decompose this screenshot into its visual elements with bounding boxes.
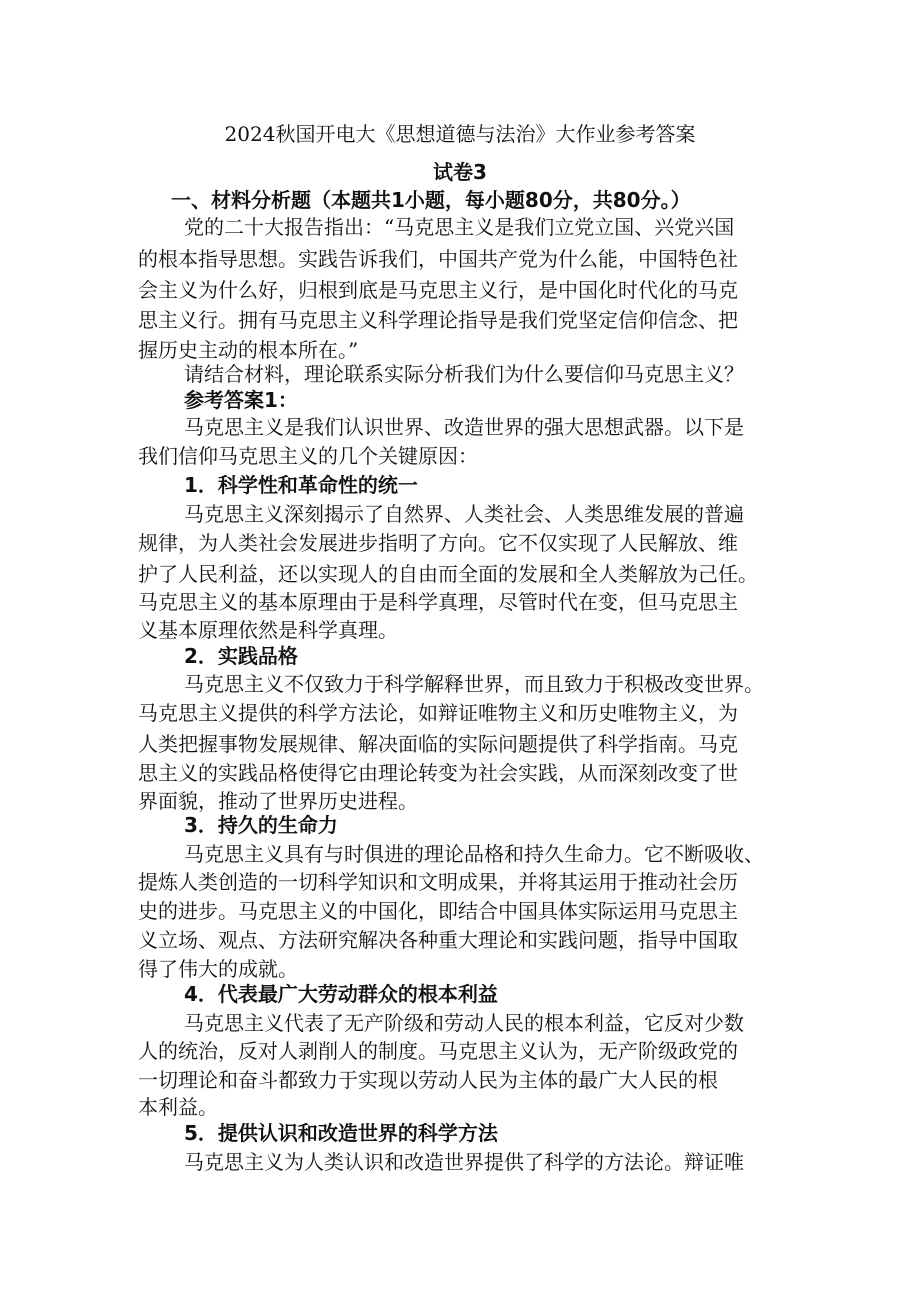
point-line: 义立场、观点、方法研究解决各种重大理论和实践问题，指导中国取 xyxy=(138,928,738,952)
document-title: 2024秋国开电大《思想道德与法治》大作业参考答案 xyxy=(224,122,696,146)
point-line: 马克思主义不仅致力于科学解释世界，而且致力于积极改变世界。 xyxy=(184,672,764,696)
point-line: 界面貌，推动了世界历史进程。 xyxy=(138,789,418,813)
point-line: 马克思主义具有与时俱进的理论品格和持久生命力。它不断吸收、 xyxy=(184,842,764,866)
point-heading: 2．实践品格 xyxy=(184,644,298,668)
material-line: 握历史主动的根本所在。” xyxy=(138,338,359,362)
point-line: 义基本原理依然是科学真理。 xyxy=(138,618,398,642)
point-heading: 3．持久的生命力 xyxy=(184,813,338,837)
point-line: 得了伟大的成就。 xyxy=(138,957,298,981)
point-heading: 5．提供认识和改造世界的科学方法 xyxy=(184,1121,498,1145)
intro-line: 我们信仰马克思主义的几个关键原因： xyxy=(138,444,478,468)
point-line: 马克思主义深刻揭示了自然界、人类社会、人类思维发展的普遍 xyxy=(184,502,744,526)
section-heading: 一、材料分析题（本题共1小题，每小题80分，共80分。） xyxy=(171,188,691,212)
point-line: 马克思主义代表了无产阶级和劳动人民的根本利益，它反对少数 xyxy=(184,1011,744,1035)
material-line: 会主义为什么好，归根到底是马克思主义行，是中国化时代化的马克 xyxy=(138,278,738,302)
material-line: 思主义行。拥有马克思主义科学理论指导是我们党坚定信仰信念、把 xyxy=(138,308,738,332)
point-line: 人的统治，反对人剥削人的制度。马克思主义认为，无产阶级政党的 xyxy=(138,1039,738,1063)
point-heading: 4．代表最广大劳动群众的根本利益 xyxy=(184,982,498,1006)
point-line: 本利益。 xyxy=(138,1095,218,1119)
point-heading: 1．科学性和革命性的统一 xyxy=(184,473,418,497)
point-line: 思主义的实践品格使得它由理论转变为社会实践，从而深刻改变了世 xyxy=(138,761,738,785)
point-line: 马克思主义为人类认识和改造世界提供了科学的方法论。辩证唯 xyxy=(184,1150,744,1174)
point-line: 史的进步。马克思主义的中国化，即结合中国具体实际运用马克思主 xyxy=(138,899,738,923)
point-line: 提炼人类创造的一切科学知识和文明成果，并将其运用于推动社会历 xyxy=(138,870,738,894)
paper-label: 试卷3 xyxy=(433,160,487,184)
point-line: 规律，为人类社会发展进步指明了方向。它不仅实现了人民解放、维 xyxy=(138,531,738,555)
point-line: 马克思主义的基本原理由于是科学真理，尽管时代在变，但马克思主 xyxy=(138,590,738,614)
point-line: 一切理论和奋斗都致力于实现以劳动人民为主体的最广大人民的根 xyxy=(138,1068,718,1092)
point-line: 马克思主义提供的科学方法论，如辩证唯物主义和历史唯物主义，为 xyxy=(138,701,738,725)
question-text: 请结合材料，理论联系实际分析我们为什么要信仰马克思主义？ xyxy=(184,362,744,386)
intro-line: 马克思主义是我们认识世界、改造世界的强大思想武器。以下是 xyxy=(184,415,744,439)
material-line: 的根本指导思想。实践告诉我们，中国共产党为什么能，中国特色社 xyxy=(138,247,738,271)
point-line: 护了人民利益，还以实现人的自由而全面的发展和全人类解放为己任。 xyxy=(138,562,758,586)
answer-label: 参考答案1： xyxy=(184,388,298,412)
material-line: 党的二十大报告指出：“马克思主义是我们立党立国、兴党兴国 xyxy=(184,215,735,239)
point-line: 人类把握事物发展规律、解决面临的实际问题提供了科学指南。马克 xyxy=(138,732,738,756)
